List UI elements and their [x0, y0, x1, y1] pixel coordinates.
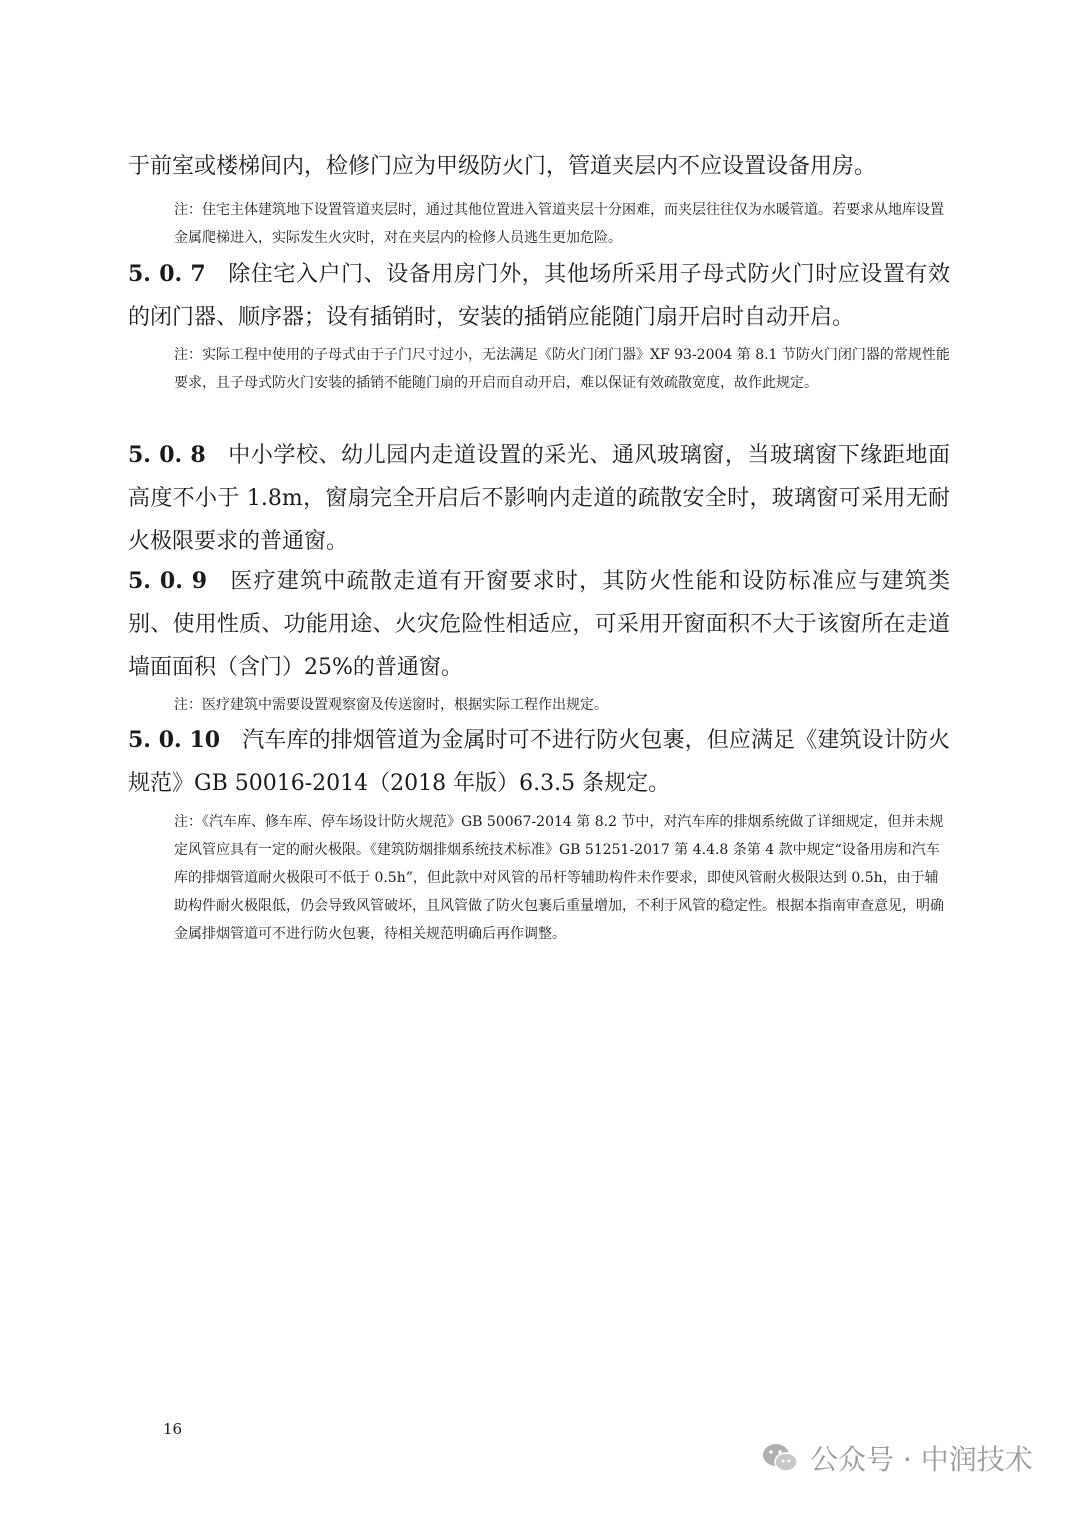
- note-5-0-10: [174, 808, 950, 948]
- clause-number: 5. 0. 9: [128, 568, 208, 594]
- clause-5-0-7: [128, 253, 950, 339]
- note-5-0-9: [174, 691, 950, 719]
- paragraph-continued: [128, 145, 950, 188]
- note-label: 注：: [174, 347, 202, 363]
- watermark: [760, 1438, 1033, 1478]
- note-text: 《汽车库、修车库、停车场设计防火规范》GB 50067-2014 第 8.2 节中，对汽车库的排烟系统做了详细规定，但并未规定风管应具有一定的耐火极限。《建筑防烟排烟系统技术标准》GB 51251-2017 第 4.4.8 条第 4 款中规定“设备用房和汽车库的排烟管道耐火极限可不低于 0.5h”，但此款中对风管的吊杆等辅助构件未作要求，即使风管耐火极限达到 0.5h，由于辅助构件耐火极限低，仍会导致风管破坏，且风管做了防火包裹后重量增加，不利于风管的稳定性。根据本指南审查意见，明确金属排烟管道可不进行防火包裹，待相关规范明确后再作调整。: [174, 814, 944, 942]
- note-5-0-7: [174, 341, 950, 397]
- note-text: 住宅主体建筑地下设置管道夹层时，通过其他位置进入管道夹层十分困难，而夹层往往仅为水暖管道。若要求从地库设置金属爬梯进入，实际发生火灾时，对在夹层内的检修人员逃生更加危险。: [174, 202, 944, 246]
- note-text: 医疗建筑中需要设置观察窗及传送窗时，根据实际工程作出规定。: [202, 697, 608, 713]
- watermark-text: 公众号 · 中润技术: [810, 1443, 1033, 1476]
- clause-text: 汽车库的排烟管道为金属时可不进行防火包裹，但应满足《建筑设计防火规范》GB 50016-2014（2018 年版）6.3.5 条规定。: [128, 728, 950, 796]
- clause-5-0-8: [128, 434, 950, 563]
- paragraph-text: 于前室或楼梯间内，检修门应为甲级防火门，管道夹层内不应设置设备用房。: [128, 154, 877, 179]
- clause-5-0-9: [128, 560, 950, 689]
- clause-text: 中小学校、幼儿园内走道设置的采光、通风玻璃窗，当玻璃窗下缘距地面高度不小于 1.8m，窗扇完全开启后不影响内走道的疏散安全时，玻璃窗可采用无耐火极限要求的普通窗。: [128, 443, 950, 554]
- note-label: 注：: [174, 202, 202, 218]
- note-text: 实际工程中使用的子母式由于子门尺寸过小，无法满足《防火门闭门器》XF 93-2004 第 8.1 节防火门闭门器的常规性能要求，且子母式防火门安装的插销不能随门扇的开启而自动开启，难以保证有效疏散宽度，故作此规定。: [174, 347, 950, 391]
- note-label: 注：: [174, 814, 202, 830]
- clause-number: 5. 0. 7: [128, 261, 206, 287]
- clause-number: 5. 0. 10: [128, 727, 221, 753]
- clause-text: 除住宅入户门、设备用房门外，其他场所采用子母式防火门时应设置有效的闭门器、顺序器；设有插销时，安装的插销应能随门扇开启时自动开启。: [128, 262, 950, 330]
- page-number: 16: [163, 1420, 183, 1438]
- clause-number: 5. 0. 8: [128, 442, 206, 468]
- clause-text: 医疗建筑中疏散走道有开窗要求时，其防火性能和设防标准应与建筑类别、使用性质、功能用途、火灾危险性相适应，可采用开窗面积不大于该窗所在走道墙面面积（含门）25%的普通窗。: [128, 569, 950, 680]
- note-label: 注：: [174, 697, 202, 713]
- clause-5-0-10: [128, 719, 950, 805]
- note-passage-layer: [174, 196, 950, 252]
- wechat-icon: [760, 1438, 800, 1478]
